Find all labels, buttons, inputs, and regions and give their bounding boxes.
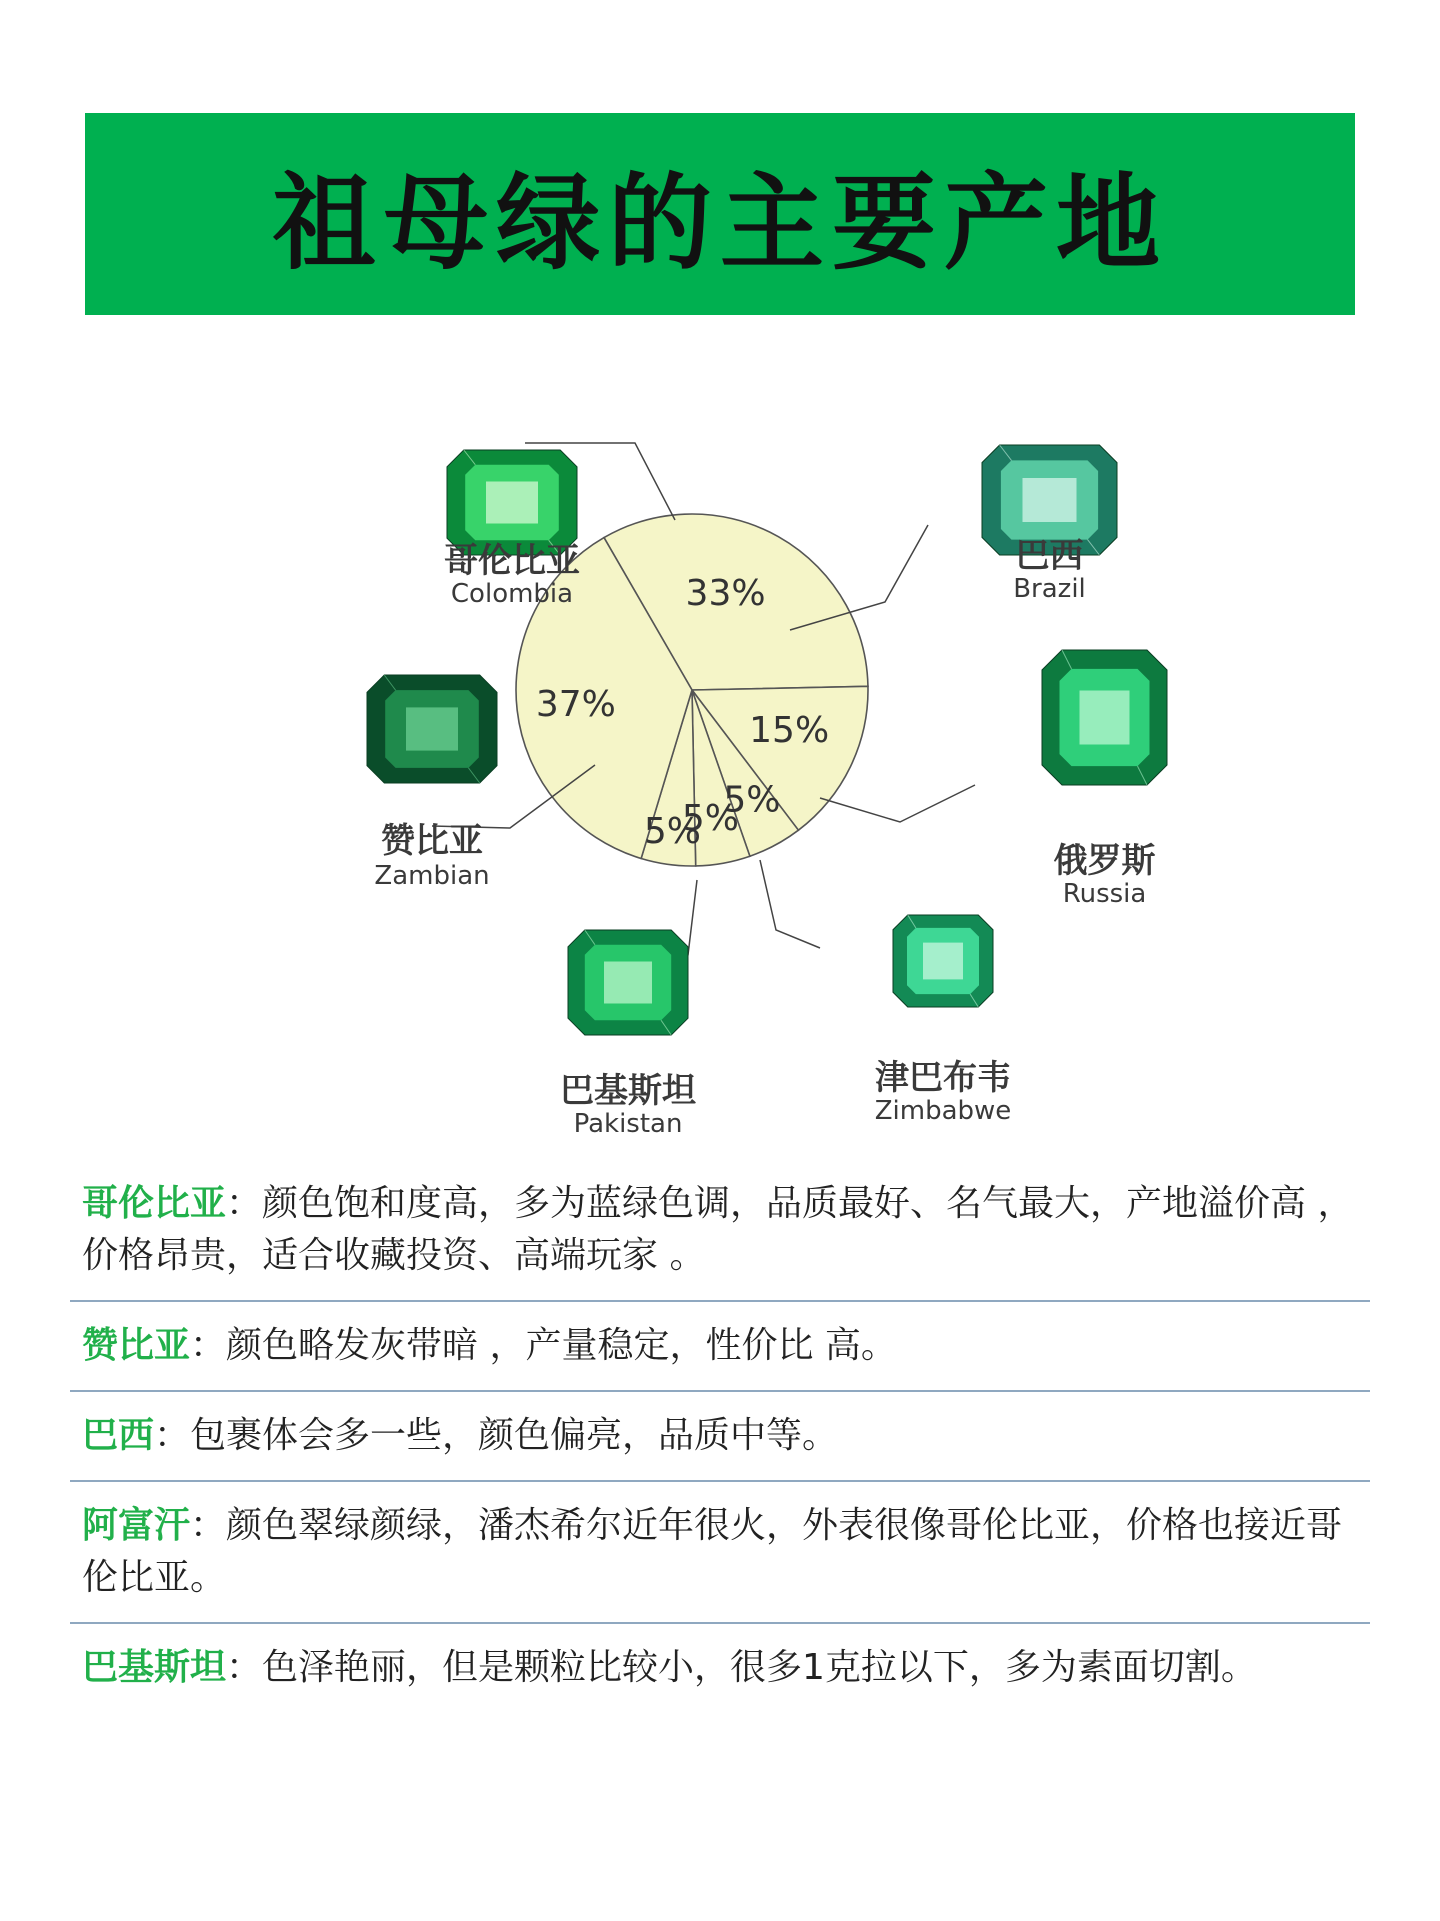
country-label-cn: 赞比亚 (381, 821, 483, 861)
country-label-cn: 哥伦比亚 (444, 541, 580, 581)
emerald-gem-icon (447, 450, 577, 555)
country-label-en: Brazil (1013, 574, 1086, 604)
note-name: 巴西 (82, 1415, 155, 1456)
country-label-cn: 津巴布韦 (875, 1058, 1011, 1098)
note-zambia (70, 1302, 1370, 1392)
note-text: ：颜色饱和度高，多为蓝绿色调，品质最好、名气最大，产地溢价高 ，价格昂贵，适合收藏投资、高端玩家 。 (82, 1183, 1354, 1276)
slice-percent-label: 15% (749, 710, 830, 752)
page-title: 祖母绿的主要产地 (271, 162, 1168, 284)
country-label-en: Pakistan (573, 1109, 683, 1139)
notes-list (70, 1160, 1370, 1712)
country-label-cn: 巴基斯坦 (560, 1071, 696, 1111)
emerald-gem-icon (1042, 650, 1167, 785)
emerald-gem-icon (893, 915, 993, 1007)
pie-chart (0, 340, 1440, 1140)
country-label-cn: 俄罗斯 (1053, 841, 1156, 881)
note-afghanistan (70, 1482, 1370, 1624)
country-label-cn: 巴西 (1015, 536, 1084, 576)
note-text: ：色泽艳丽，但是颗粒比较小，很多1克拉以下，多为素面切割。 (226, 1647, 1257, 1688)
note-name: 巴基斯坦 (82, 1647, 227, 1688)
emerald-gem-icon (568, 930, 688, 1035)
slice-percent-label: 5% (723, 779, 781, 821)
note-pakistan (70, 1624, 1370, 1712)
country-label-en: Russia (1062, 879, 1147, 909)
country-label-en: Zimbabwe (874, 1096, 1012, 1126)
slice-percent-label: 5% (681, 797, 739, 839)
country-label-en: Zambian (374, 861, 490, 891)
note-text: ：包裹体会多一些，颜色偏亮，品质中等。 (154, 1415, 839, 1456)
note-name: 哥伦比亚 (82, 1183, 227, 1224)
emerald-gem-icon (367, 675, 497, 783)
note-name: 赞比亚 (82, 1325, 191, 1366)
note-text: ：颜色略发灰带暗 ，产量稳定，性价比 高。 (190, 1325, 897, 1366)
note-text: ：颜色翠绿颜绿，潘杰希尔近年很火，外表很像哥伦比亚，价格也接近哥伦比亚。 (82, 1505, 1343, 1598)
note-name: 阿富汗 (82, 1505, 191, 1546)
note-brazil (70, 1392, 1370, 1482)
leader-line (820, 785, 975, 822)
leader-line (760, 860, 820, 948)
country-label-en: Colombia (450, 579, 574, 609)
slice-percent-label: 33% (685, 572, 766, 614)
slice-percent-label: 37% (535, 684, 616, 726)
slice-percent-label: 5% (643, 810, 701, 852)
title-banner (85, 113, 1355, 315)
note-colombia (70, 1160, 1370, 1302)
